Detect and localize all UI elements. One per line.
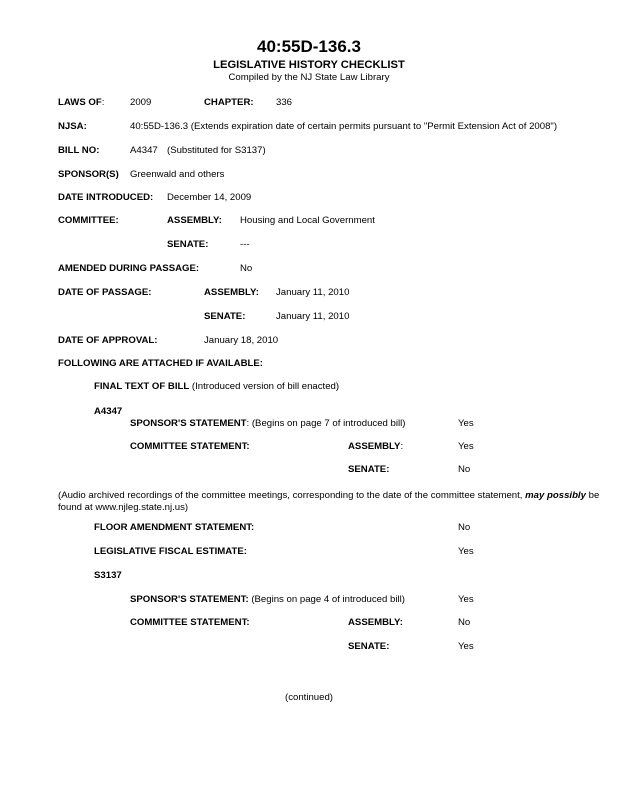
chapter-label: CHAPTER: [204, 97, 254, 108]
audio-archive-note: (Audio archived recordings of the committee meetings, corresponding to the date of the committee statement, may possibly be found at www.njleg.state.nj.us) [58, 490, 600, 513]
amended-label: AMENDED DURING PASSAGE: [58, 263, 200, 274]
passage-assembly-label: ASSEMBLY: [204, 287, 259, 298]
passage-senate-value: January 11, 2010 [276, 311, 350, 322]
page-subtitle: LEGISLATIVE HISTORY CHECKLIST [213, 59, 405, 71]
bill-no-value: A4347 [130, 145, 158, 156]
njsa-value: 40:55D-136.3 (Extends expiration date of certain permits pursuant to "Permit Extension Act of 2008") [130, 121, 558, 132]
laws-of-label: LAWS OF: [58, 97, 105, 108]
page-title: 40:55D-136.3 [257, 37, 361, 56]
s3137-sponsor-statement: SPONSOR'S STATEMENT: (Begins on page 4 of introduced bill) [130, 594, 405, 605]
committee-assembly-label: ASSEMBLY: [167, 215, 222, 226]
amended-value: No [240, 263, 253, 274]
bill-no-note: (Substituted for S3137) [167, 145, 266, 156]
compiled-by: Compiled by the NJ State Law Library [228, 72, 390, 83]
s3137-assembly-value: No [458, 617, 471, 628]
s3137-heading: S3137 [94, 570, 122, 581]
a4347-sponsor-statement: SPONSOR'S STATEMENT: (Begins on page 7 of introduced bill) [130, 418, 406, 429]
committee-assembly-value: Housing and Local Government [240, 215, 375, 226]
s3137-assembly-label: ASSEMBLY: [348, 617, 403, 628]
floor-amendment-value: No [458, 522, 471, 533]
s3137-senate-value: Yes [458, 641, 474, 652]
s3137-senate-label: SENATE: [348, 641, 390, 652]
committee-senate-value: --- [240, 239, 250, 250]
continued-note: (continued) [285, 692, 333, 703]
committee-senate-label: SENATE: [167, 239, 209, 250]
a4347-sponsor-statement-value: Yes [458, 418, 474, 429]
a4347-committee-statement-label: COMMITTEE STATEMENT: [130, 441, 250, 452]
chapter-value: 336 [276, 97, 293, 108]
date-of-approval-value: January 18, 2010 [204, 335, 279, 346]
passage-senate-label: SENATE: [204, 311, 246, 322]
floor-amendment-label: FLOOR AMENDMENT STATEMENT: [94, 522, 255, 533]
njsa-label: NJSA: [58, 121, 87, 132]
date-introduced-value: December 14, 2009 [167, 192, 252, 203]
sponsors-value: Greenwald and others [130, 169, 225, 180]
a4347-assembly-label: ASSEMBLY: [348, 441, 404, 452]
a4347-assembly-value: Yes [458, 441, 474, 452]
a4347-senate-label: SENATE: [348, 464, 390, 475]
sponsors-label: SPONSOR(S) [58, 169, 119, 180]
date-introduced-label: DATE INTRODUCED: [58, 192, 154, 203]
committee-label: COMMITTEE: [58, 215, 119, 226]
bill-no-label: BILL NO: [58, 145, 100, 156]
s3137-committee-statement-label: COMMITTEE STATEMENT: [130, 617, 250, 628]
s3137-sponsor-statement-value: Yes [458, 594, 474, 605]
fiscal-estimate-value: Yes [458, 546, 474, 557]
attached-heading: FOLLOWING ARE ATTACHED IF AVAILABLE: [58, 358, 263, 369]
date-of-approval-label: DATE OF APPROVAL: [58, 335, 158, 346]
fiscal-estimate-label: LEGISLATIVE FISCAL ESTIMATE: [94, 546, 247, 557]
final-text-line: FINAL TEXT OF BILL (Introduced version of bill enacted) [94, 381, 340, 392]
a4347-senate-value: No [458, 464, 471, 475]
a4347-heading: A4347 [94, 406, 123, 417]
passage-assembly-value: January 11, 2010 [276, 287, 350, 298]
laws-of-value: 2009 [130, 97, 152, 108]
date-of-passage-label: DATE OF PASSAGE: [58, 287, 152, 298]
